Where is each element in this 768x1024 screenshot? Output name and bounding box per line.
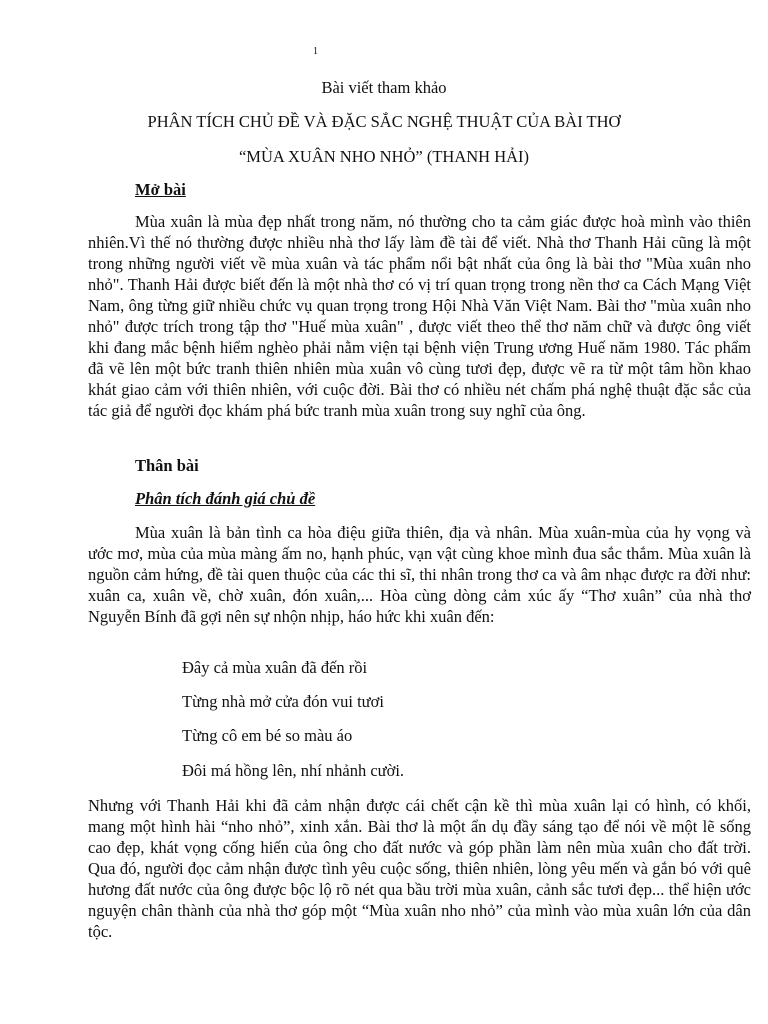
poem-line-3: Từng cô em bé so màu áo xyxy=(182,726,353,745)
page-number: 1 xyxy=(313,46,318,57)
section-heading-than-bai: Thân bài xyxy=(135,456,199,475)
document-title-line-2: “MÙA XUÂN NHO NHỎ” (THANH HẢI) xyxy=(238,147,530,166)
than-bai-paragraph-1: Mùa xuân là bản tình ca hòa điệu giữa thiên, địa và nhân. Mùa xuân-mùa của hy vọng và ước mơ, mùa của mùa màng ấm no, hạnh phúc, vạn vật cùng khoe mình đua sắc thắm. Mùa xuân là nguồn cảm hứng, đề tài quen thuộc của các thi sĩ, thi nhân trong thơ ca và âm nhạc được ra đời như: xuân ca, xuân về, chờ xuân, đón xuân,... Hòa cùng dòng cảm xúc ấy “Thơ xuân” của nhà thơ Nguyễn Bính đã gợi nên sự nhộn nhịp, háo hức khi xuân đến: xyxy=(88,523,751,626)
document-subtitle: Bài viết tham khảo xyxy=(321,78,447,97)
poem-line-2: Từng nhà mở cửa đón vui tươi xyxy=(182,692,384,711)
section-heading-mo-bai: Mở bài xyxy=(135,180,186,199)
poem-line-1: Đây cả mùa xuân đã đến rồi xyxy=(182,658,368,677)
mo-bai-paragraph: Mùa xuân là mùa đẹp nhất trong năm, nó thường cho ta cảm giác được hoà mình vào thiên nhiên.Vì thế nó thường được nhiều nhà thơ lấy làm đề tài để viết. Nhà thơ Thanh Hải cũng là một trong những người viết về mùa xuân và tác phẩm nổi bật nhất của ông là bài thơ "Mùa xuân nho nhỏ". Thanh Hải được biết đến là một nhà thơ có vị trí quan trọng trong nền thơ ca Cách Mạng Việt Nam, ông từng giữ nhiều chức vụ quan trọng trong Hội Nhà Văn Việt Nam. Bài thơ "mùa xuân nho nhỏ" được trích trong tập thơ "Huế mùa xuân" , được viết theo thể thơ năm chữ và được ông viết khi đang mắc bệnh hiểm nghèo phải nằm viện tại bệnh viện Trung ương Huế năm 1980. Tác phẩm đã vẽ lên một bức tranh thiên nhiên mùa xuân vô cùng tươi đẹp, được vẽ ra từ một tâm hồn khao khát giao cảm với thiên nhiên, với cuộc đời. Bài thơ có nhiều nét chấm phá nghệ thuật đặc sắc của tác giả để người đọc khám phá bức tranh mùa xuân trong suy nghĩ của ông. xyxy=(88,212,751,420)
poem-line-4: Đôi má hồng lên, nhí nhảnh cười. xyxy=(182,761,405,780)
subsection-heading-phan-tich: Phân tích đánh giá chủ đề xyxy=(135,489,316,508)
document-title-line-1: PHÂN TÍCH CHỦ ĐỀ VÀ ĐẶC SẮC NGHỆ THUẬT CỦA BÀI THƠ xyxy=(147,112,621,131)
than-bai-paragraph-2: Nhưng với Thanh Hải khi đã cảm nhận được cái chết cận kề thì mùa xuân lại có hình, có khối, mang một hình hài “nho nhỏ”, xinh xắn. Bài thơ là một ẩn dụ đầy sáng tạo để nói về một lẽ sống cao đẹp, khát vọng cống hiến của ông cho đất nước và góp phần làm nên mùa xuân cho đất trời. Qua đó, người đọc cảm nhận được tình yêu cuộc sống, thiên nhiên, lòng yêu mến và gắn bó với quê hương đất nước của ông được bộc lộ rõ nét qua bầu trời mùa xuân, cảnh sắc tươi đẹp... thể hiện ước nguyện chân thành của nhà thơ góp một “Mùa xuân nho nhỏ” của mình vào mùa xuân lớn của dân tộc. xyxy=(88,796,751,941)
